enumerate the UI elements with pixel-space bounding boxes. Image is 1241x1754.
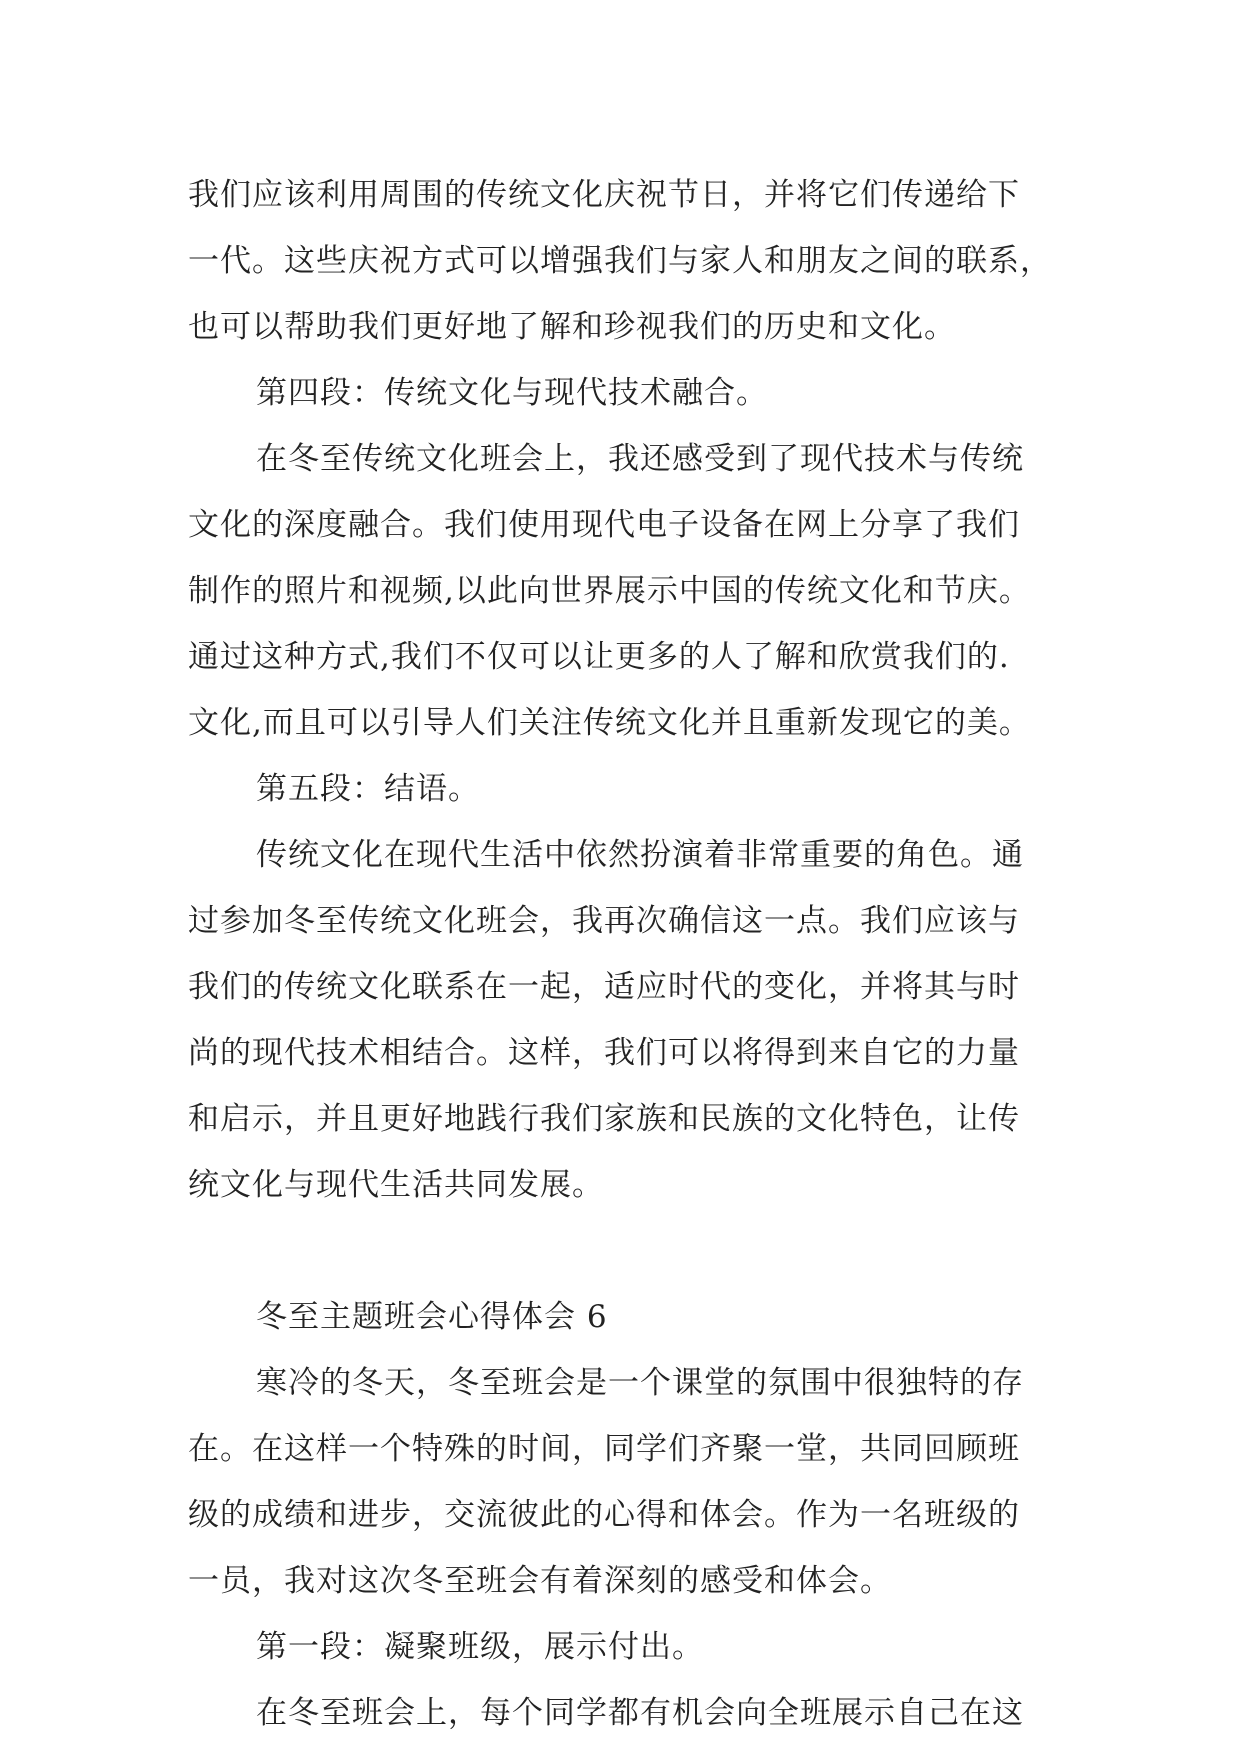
body-line: 在。在这样一个特殊的时间，同学们齐聚一堂，共同回顾班 [188,1431,1020,1467]
body-line: 也可以帮助我们更好地了解和珍视我们的历史和文化。 [188,309,956,345]
section-heading-5: 第五段：结语。 [256,771,480,807]
body-line: 制作的照片和视频,以此向世界展示中国的传统文化和节庆。 [188,573,1031,609]
body-line: 一员，我对这次冬至班会有着深刻的感受和体会。 [188,1563,892,1599]
body-line: 文化,而且可以引导人们关注传统文化并且重新发现它的美。 [188,705,1031,741]
body-line: 通过这种方式,我们不仅可以让更多的人了解和欣赏我们的. [188,639,1010,675]
body-line: 在冬至班会上，每个同学都有机会向全班展示自己在这 [256,1695,1024,1731]
body-line: 过参加冬至传统文化班会，我再次确信这一点。我们应该与 [188,903,1020,939]
document-body [188,162,1052,1746]
blank-line [188,1218,1048,1284]
body-line: 级的成绩和进步，交流彼此的心得和体会。作为一名班级的 [188,1497,1020,1533]
section-heading-1: 第一段：凝聚班级，展示付出。 [256,1629,704,1665]
body-line: 寒冷的冬天，冬至班会是一个课堂的氛围中很独特的存 [256,1365,1024,1401]
body-line: 和启示，并且更好地践行我们家族和民族的文化特色，让传 [188,1101,1020,1137]
body-line: 文化的深度融合。我们使用现代电子设备在网上分享了我们 [188,507,1020,543]
body-line: 我们应该利用周围的传统文化庆祝节日，并将它们传递给下 [188,177,1020,213]
body-line: 尚的现代技术相结合。这样，我们可以将得到来自它的力量 [188,1035,1020,1071]
section-heading-4: 第四段：传统文化与现代技术融合。 [256,375,768,411]
body-line: 在冬至传统文化班会上，我还感受到了现代技术与传统 [256,441,1024,477]
body-line: 传统文化在现代生活中依然扮演着非常重要的角色。通 [256,837,1024,873]
body-line: 统文化与现代生活共同发展。 [188,1167,604,1203]
body-line: 一代。这些庆祝方式可以增强我们与家人和朋友之间的联系， [188,243,1052,279]
essay-title: 冬至主题班会心得体会 6 [256,1299,608,1335]
body-line: 我们的传统文化联系在一起，适应时代的变化，并将其与时 [188,969,1020,1005]
